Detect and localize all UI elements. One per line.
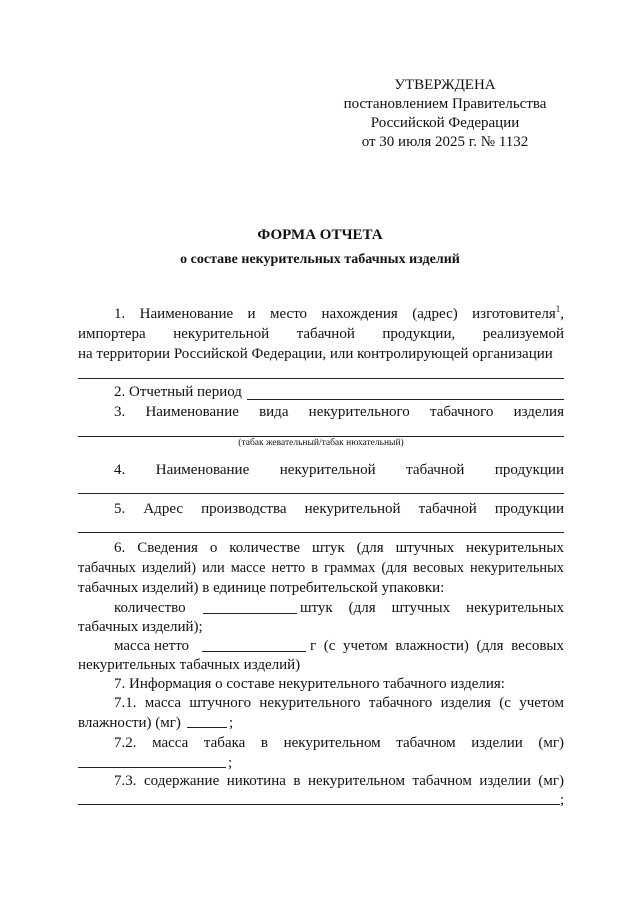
item7-2-end: ; bbox=[228, 755, 233, 771]
form-subtitle: о составе некурительных табачных изделий bbox=[180, 252, 460, 267]
item7-2-line1: 7.2. масса табака в некурительном табачном изделии (мг) bbox=[114, 735, 564, 751]
item3-hint: (табак жевательный/табак нюхательный) bbox=[238, 438, 404, 448]
item6-mass-suffix: г (с учетом влажности) (для весовых bbox=[310, 638, 564, 654]
item7-1-answer-line[interactable] bbox=[187, 727, 227, 728]
item6-mass-answer-line[interactable] bbox=[202, 651, 306, 652]
item1-comma: , bbox=[560, 306, 564, 322]
item7-3-answer-line[interactable] bbox=[78, 804, 560, 805]
item7-3-end: ; bbox=[560, 792, 565, 808]
item6-mass-label: масса нетто bbox=[114, 638, 190, 654]
item6-mass-cont: некурительных табачных изделий) bbox=[78, 657, 301, 673]
item3-label: 3. Наименование вида некурительного табачного изделия bbox=[114, 404, 564, 420]
item5-label: 5. Адрес производства некурительной табачной продукции bbox=[114, 501, 564, 517]
item1-text: 1. Наименование и место нахождения (адрес) изготовителя bbox=[114, 306, 556, 322]
item1-line1 bbox=[114, 304, 564, 324]
item7-3-line1: 7.3. содержание никотина в некурительном табачном изделии (мг) bbox=[114, 773, 564, 789]
item6-line1: 6. Сведения о количестве штук (для штучных некурительных bbox=[114, 540, 564, 556]
approval-government: Российской Федерации bbox=[370, 115, 520, 131]
item6-qty-suffix: штук (для штучных некурительных bbox=[300, 600, 564, 616]
item2-answer-line[interactable] bbox=[247, 399, 564, 400]
item7-2-answer-line[interactable] bbox=[78, 767, 226, 768]
item7-1-line2: влажности) (мг) bbox=[78, 715, 181, 731]
item7-1-end: ; bbox=[229, 715, 234, 731]
approval-status: УТВЕРЖДЕНА bbox=[394, 77, 496, 93]
item6-line3: табачных изделий) в единице потребительской упаковки: bbox=[78, 580, 445, 596]
item6-line2: табачных изделий) или массе нетто в граммах (для весовых некурительных bbox=[78, 560, 564, 576]
item2-label: 2. Отчетный период bbox=[114, 384, 242, 400]
item6-qty-answer-line[interactable] bbox=[203, 613, 297, 614]
item5-answer-line[interactable] bbox=[78, 532, 564, 533]
item7-title: 7. Информация о составе некурительного табачного изделия: bbox=[114, 676, 505, 692]
form-title: ФОРМА ОТЧЕТА bbox=[257, 227, 383, 243]
item6-qty-cont: табачных изделий); bbox=[78, 619, 203, 635]
item7-1-line1: 7.1. масса штучного некурительного табачного изделия (с учетом bbox=[114, 695, 564, 711]
item1-answer-line[interactable] bbox=[78, 378, 564, 379]
item6-qty-label: количество bbox=[114, 600, 186, 616]
item4-label: 4. Наименование некурительной табачной продукции bbox=[114, 462, 564, 478]
footnote-ref: 1 bbox=[555, 304, 561, 314]
approval-date-number: от 30 июля 2025 г. № 1132 bbox=[361, 134, 529, 150]
approval-block bbox=[320, 76, 570, 152]
item1-line2: импортера некурительной табачной продукции, реализуемой bbox=[78, 326, 564, 342]
item4-answer-line[interactable] bbox=[78, 493, 564, 494]
approval-decree: постановлением Правительства bbox=[343, 96, 547, 112]
item1-line3: на территории Российской Федерации, или контролирующей организации bbox=[78, 346, 553, 362]
